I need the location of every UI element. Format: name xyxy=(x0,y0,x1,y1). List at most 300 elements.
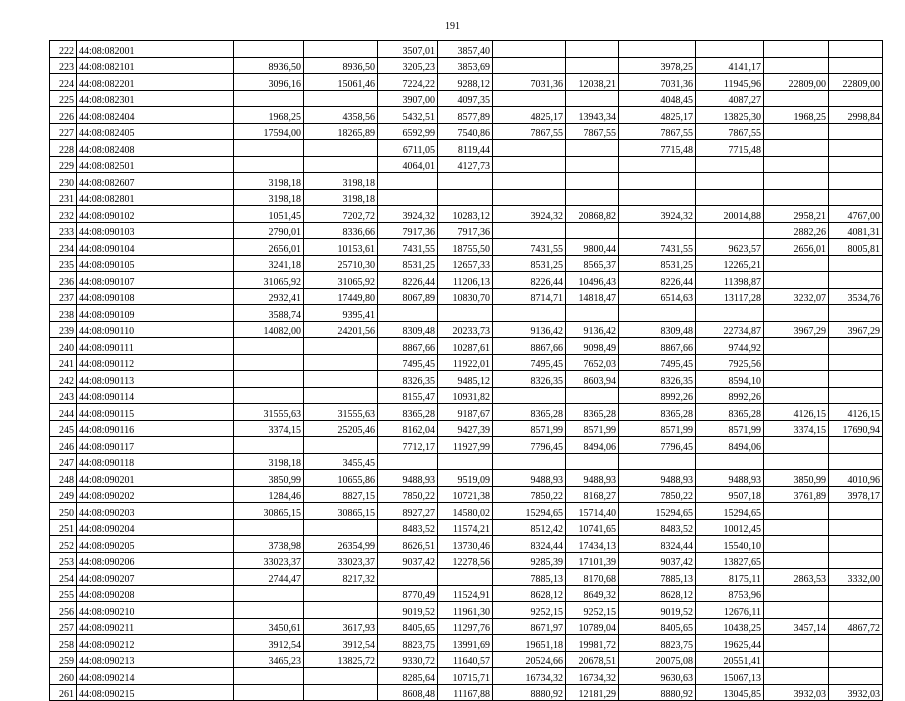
value-cell: 11640,57 xyxy=(438,651,493,668)
value-cell: 8365,28 xyxy=(493,404,566,421)
value-cell: 8827,15 xyxy=(304,486,378,503)
value-cell: 20233,73 xyxy=(438,321,493,338)
cadastral-code-cell: 44:08:090205 xyxy=(77,536,234,553)
value-cell: 7031,36 xyxy=(493,74,566,91)
value-cell xyxy=(304,140,378,157)
value-cell: 8608,48 xyxy=(378,684,438,701)
value-cell: 17690,94 xyxy=(829,420,883,437)
row-number-cell: 261 xyxy=(50,684,77,701)
value-cell: 8483,52 xyxy=(619,519,696,536)
value-cell: 8326,35 xyxy=(619,371,696,388)
value-cell: 8175,11 xyxy=(696,569,764,586)
value-cell xyxy=(234,41,304,58)
table-row xyxy=(50,156,883,173)
value-cell: 19625,44 xyxy=(696,635,764,652)
value-cell xyxy=(378,173,438,190)
value-cell xyxy=(764,90,829,107)
table-row xyxy=(50,272,883,289)
value-cell: 8226,44 xyxy=(619,272,696,289)
row-number-cell: 233 xyxy=(50,222,77,239)
value-cell xyxy=(234,338,304,355)
row-number-cell: 222 xyxy=(50,41,77,58)
value-cell: 7031,36 xyxy=(619,74,696,91)
value-cell: 12181,29 xyxy=(566,684,619,701)
value-cell xyxy=(566,140,619,157)
value-cell: 17434,13 xyxy=(566,536,619,553)
value-cell: 8992,26 xyxy=(696,387,764,404)
value-cell: 7867,55 xyxy=(696,123,764,140)
row-number-cell: 236 xyxy=(50,272,77,289)
value-cell: 4767,00 xyxy=(829,206,883,223)
value-cell: 13943,34 xyxy=(566,107,619,124)
cadastral-code-cell: 44:08:090115 xyxy=(77,404,234,421)
value-cell: 19981,72 xyxy=(566,635,619,652)
cadastral-code-cell: 44:08:090201 xyxy=(77,470,234,487)
value-cell: 2882,26 xyxy=(764,222,829,239)
value-cell xyxy=(829,189,883,206)
value-cell xyxy=(829,519,883,536)
value-cell xyxy=(764,536,829,553)
value-cell: 8867,66 xyxy=(493,338,566,355)
value-cell: 7796,45 xyxy=(619,437,696,454)
value-cell xyxy=(829,536,883,553)
value-cell: 7495,45 xyxy=(619,354,696,371)
value-cell: 20524,66 xyxy=(493,651,566,668)
value-cell: 12676,11 xyxy=(696,602,764,619)
value-cell: 8494,06 xyxy=(696,437,764,454)
value-cell: 17449,80 xyxy=(304,288,378,305)
value-cell: 3924,32 xyxy=(493,206,566,223)
value-cell xyxy=(566,189,619,206)
value-cell: 2656,01 xyxy=(234,239,304,256)
cadastral-code-cell: 44:08:090105 xyxy=(77,255,234,272)
value-cell xyxy=(764,651,829,668)
value-cell: 2790,01 xyxy=(234,222,304,239)
value-cell xyxy=(493,140,566,157)
row-number-cell: 247 xyxy=(50,453,77,470)
value-cell xyxy=(493,156,566,173)
value-cell xyxy=(234,354,304,371)
value-cell: 10287,61 xyxy=(438,338,493,355)
value-cell: 3198,18 xyxy=(304,189,378,206)
value-cell xyxy=(566,90,619,107)
cadastral-code-cell: 44:08:090110 xyxy=(77,321,234,338)
table-row xyxy=(50,222,883,239)
value-cell: 3241,18 xyxy=(234,255,304,272)
table-row xyxy=(50,354,883,371)
table-row xyxy=(50,602,883,619)
value-cell: 3198,18 xyxy=(234,453,304,470)
value-cell: 8324,44 xyxy=(619,536,696,553)
table-row xyxy=(50,255,883,272)
value-cell xyxy=(619,305,696,322)
value-cell: 7885,13 xyxy=(619,569,696,586)
value-cell: 8531,25 xyxy=(378,255,438,272)
value-cell: 9507,18 xyxy=(696,486,764,503)
value-cell: 8326,35 xyxy=(493,371,566,388)
value-cell: 8671,97 xyxy=(493,618,566,635)
value-cell: 9488,93 xyxy=(566,470,619,487)
value-cell xyxy=(234,668,304,685)
cadastral-code-cell: 44:08:090103 xyxy=(77,222,234,239)
value-cell: 9519,09 xyxy=(438,470,493,487)
table-row xyxy=(50,437,883,454)
value-cell: 31555,63 xyxy=(304,404,378,421)
value-cell xyxy=(493,173,566,190)
value-cell xyxy=(304,602,378,619)
value-cell: 15294,65 xyxy=(619,503,696,520)
value-cell: 9252,15 xyxy=(493,602,566,619)
value-cell xyxy=(696,453,764,470)
value-cell: 8309,48 xyxy=(378,321,438,338)
value-cell: 8336,66 xyxy=(304,222,378,239)
value-cell: 13991,69 xyxy=(438,635,493,652)
value-cell: 9285,39 xyxy=(493,552,566,569)
value-cell: 33023,37 xyxy=(304,552,378,569)
value-cell: 3465,23 xyxy=(234,651,304,668)
value-cell: 9488,93 xyxy=(493,470,566,487)
value-cell xyxy=(619,189,696,206)
cadastral-code-cell: 44:08:090212 xyxy=(77,635,234,652)
value-cell xyxy=(764,305,829,322)
value-cell xyxy=(304,668,378,685)
value-cell: 11398,87 xyxy=(696,272,764,289)
value-cell: 31555,63 xyxy=(234,404,304,421)
value-cell: 31065,92 xyxy=(234,272,304,289)
value-cell xyxy=(566,305,619,322)
value-cell xyxy=(764,585,829,602)
value-cell xyxy=(234,371,304,388)
value-cell: 3924,32 xyxy=(619,206,696,223)
value-cell: 3967,29 xyxy=(829,321,883,338)
cadastral-code-cell: 44:08:090114 xyxy=(77,387,234,404)
value-cell xyxy=(304,371,378,388)
value-cell: 30865,15 xyxy=(234,503,304,520)
row-number-cell: 225 xyxy=(50,90,77,107)
value-cell xyxy=(696,189,764,206)
table-row xyxy=(50,57,883,74)
cadastral-code-cell: 44:08:090108 xyxy=(77,288,234,305)
value-cell: 8119,44 xyxy=(438,140,493,157)
value-cell xyxy=(764,140,829,157)
value-cell: 3588,74 xyxy=(234,305,304,322)
value-cell xyxy=(696,305,764,322)
value-cell: 1968,25 xyxy=(764,107,829,124)
value-cell xyxy=(304,519,378,536)
value-cell: 8571,99 xyxy=(566,420,619,437)
value-cell: 13825,30 xyxy=(696,107,764,124)
value-cell: 8628,12 xyxy=(493,585,566,602)
value-cell: 10438,25 xyxy=(696,618,764,635)
row-number-cell: 249 xyxy=(50,486,77,503)
value-cell: 3507,01 xyxy=(378,41,438,58)
value-cell: 14082,00 xyxy=(234,321,304,338)
value-cell xyxy=(829,156,883,173)
value-cell xyxy=(304,684,378,701)
value-cell xyxy=(619,41,696,58)
value-cell xyxy=(829,437,883,454)
value-cell: 20868,82 xyxy=(566,206,619,223)
value-cell xyxy=(764,453,829,470)
value-cell xyxy=(438,189,493,206)
value-cell xyxy=(493,189,566,206)
value-cell: 1968,25 xyxy=(234,107,304,124)
value-cell: 9136,42 xyxy=(566,321,619,338)
value-cell xyxy=(829,255,883,272)
value-cell xyxy=(764,354,829,371)
value-cell: 14580,02 xyxy=(438,503,493,520)
row-number-cell: 237 xyxy=(50,288,77,305)
value-cell: 4825,17 xyxy=(493,107,566,124)
value-cell: 9252,15 xyxy=(566,602,619,619)
value-cell: 20551,41 xyxy=(696,651,764,668)
value-cell: 6514,63 xyxy=(619,288,696,305)
value-cell: 9623,57 xyxy=(696,239,764,256)
cadastral-code-cell: 44:08:090107 xyxy=(77,272,234,289)
value-cell: 9330,72 xyxy=(378,651,438,668)
table-row xyxy=(50,321,883,338)
value-cell xyxy=(234,387,304,404)
value-cell: 8405,65 xyxy=(378,618,438,635)
table-row xyxy=(50,305,883,322)
value-cell xyxy=(619,222,696,239)
value-cell: 18265,89 xyxy=(304,123,378,140)
value-cell: 3205,23 xyxy=(378,57,438,74)
value-cell: 15294,65 xyxy=(696,503,764,520)
value-cell: 8512,42 xyxy=(493,519,566,536)
value-cell: 24201,56 xyxy=(304,321,378,338)
value-cell: 10283,12 xyxy=(438,206,493,223)
value-cell: 11574,21 xyxy=(438,519,493,536)
value-cell: 8226,44 xyxy=(378,272,438,289)
value-cell: 11927,99 xyxy=(438,437,493,454)
value-cell: 3096,16 xyxy=(234,74,304,91)
value-cell: 7224,22 xyxy=(378,74,438,91)
value-cell xyxy=(829,57,883,74)
row-number-cell: 241 xyxy=(50,354,77,371)
value-cell xyxy=(438,305,493,322)
row-number-cell: 224 xyxy=(50,74,77,91)
value-cell xyxy=(764,272,829,289)
value-cell xyxy=(696,173,764,190)
value-cell: 7867,55 xyxy=(619,123,696,140)
value-cell: 6711,05 xyxy=(378,140,438,157)
value-cell: 10655,86 xyxy=(304,470,378,487)
value-cell: 9098,49 xyxy=(566,338,619,355)
cadastral-code-cell: 44:08:090102 xyxy=(77,206,234,223)
value-cell xyxy=(829,635,883,652)
cadastral-code-cell: 44:08:090118 xyxy=(77,453,234,470)
value-cell: 8571,99 xyxy=(619,420,696,437)
value-cell xyxy=(829,140,883,157)
value-cell xyxy=(619,453,696,470)
row-number-cell: 250 xyxy=(50,503,77,520)
cadastral-code-cell: 44:08:082607 xyxy=(77,173,234,190)
table-row xyxy=(50,651,883,668)
value-cell: 9427,39 xyxy=(438,420,493,437)
value-cell: 13827,65 xyxy=(696,552,764,569)
value-cell: 8170,68 xyxy=(566,569,619,586)
value-cell: 8753,96 xyxy=(696,585,764,602)
value-cell: 11961,30 xyxy=(438,602,493,619)
value-cell: 6592,99 xyxy=(378,123,438,140)
value-cell: 4867,72 xyxy=(829,618,883,635)
value-cell: 7495,45 xyxy=(493,354,566,371)
value-cell: 9744,92 xyxy=(696,338,764,355)
cadastral-code-cell: 44:08:090113 xyxy=(77,371,234,388)
value-cell: 7431,55 xyxy=(378,239,438,256)
value-cell: 8324,44 xyxy=(493,536,566,553)
cadastral-code-cell: 44:08:082101 xyxy=(77,57,234,74)
value-cell: 10741,65 xyxy=(566,519,619,536)
value-cell: 11206,13 xyxy=(438,272,493,289)
value-cell: 7431,55 xyxy=(493,239,566,256)
value-cell xyxy=(764,41,829,58)
table-row xyxy=(50,420,883,437)
value-cell xyxy=(566,387,619,404)
value-cell: 8168,27 xyxy=(566,486,619,503)
value-cell xyxy=(829,585,883,602)
value-cell: 7867,55 xyxy=(493,123,566,140)
table-row xyxy=(50,635,883,652)
value-cell: 8326,35 xyxy=(378,371,438,388)
table-row xyxy=(50,486,883,503)
value-cell xyxy=(438,569,493,586)
value-cell: 8594,10 xyxy=(696,371,764,388)
value-cell: 9019,52 xyxy=(619,602,696,619)
value-cell: 3738,98 xyxy=(234,536,304,553)
value-cell xyxy=(619,173,696,190)
value-cell: 3850,99 xyxy=(234,470,304,487)
value-cell: 25205,46 xyxy=(304,420,378,437)
value-cell: 8565,37 xyxy=(566,255,619,272)
table-row xyxy=(50,470,883,487)
value-cell: 8285,64 xyxy=(378,668,438,685)
cadastral-code-cell: 44:08:082405 xyxy=(77,123,234,140)
cadastral-code-cell: 44:08:082408 xyxy=(77,140,234,157)
value-cell: 3932,03 xyxy=(764,684,829,701)
value-cell: 1051,45 xyxy=(234,206,304,223)
table-row xyxy=(50,74,883,91)
value-cell: 8770,49 xyxy=(378,585,438,602)
value-cell xyxy=(234,140,304,157)
table-row xyxy=(50,41,883,58)
value-cell: 8005,81 xyxy=(829,239,883,256)
value-cell: 7796,45 xyxy=(493,437,566,454)
value-cell: 17101,39 xyxy=(566,552,619,569)
value-cell: 33023,37 xyxy=(234,552,304,569)
value-cell xyxy=(493,57,566,74)
value-cell xyxy=(696,156,764,173)
value-cell: 8867,66 xyxy=(378,338,438,355)
value-cell xyxy=(566,41,619,58)
value-cell xyxy=(764,255,829,272)
value-cell: 15067,13 xyxy=(696,668,764,685)
value-cell xyxy=(304,41,378,58)
value-cell: 8162,04 xyxy=(378,420,438,437)
value-cell: 16734,32 xyxy=(566,668,619,685)
table-row xyxy=(50,288,883,305)
value-cell xyxy=(234,156,304,173)
value-cell: 12657,33 xyxy=(438,255,493,272)
value-cell: 9630,63 xyxy=(619,668,696,685)
value-cell: 8626,51 xyxy=(378,536,438,553)
value-cell: 11297,76 xyxy=(438,618,493,635)
value-cell xyxy=(764,503,829,520)
value-cell xyxy=(764,437,829,454)
cadastral-code-cell: 44:08:090117 xyxy=(77,437,234,454)
value-cell: 2863,53 xyxy=(764,569,829,586)
value-cell: 3978,17 xyxy=(829,486,883,503)
value-cell: 18755,50 xyxy=(438,239,493,256)
value-cell: 8603,94 xyxy=(566,371,619,388)
value-cell: 8531,25 xyxy=(619,255,696,272)
row-number-cell: 226 xyxy=(50,107,77,124)
value-cell: 7850,22 xyxy=(378,486,438,503)
cadastral-code-cell: 44:08:090204 xyxy=(77,519,234,536)
value-cell: 3455,45 xyxy=(304,453,378,470)
value-cell: 11167,88 xyxy=(438,684,493,701)
value-cell: 11524,91 xyxy=(438,585,493,602)
value-cell xyxy=(764,387,829,404)
value-cell: 10931,82 xyxy=(438,387,493,404)
value-cell: 3534,76 xyxy=(829,288,883,305)
cadastral-code-cell: 44:08:090109 xyxy=(77,305,234,322)
table-row xyxy=(50,668,883,685)
value-cell: 7652,03 xyxy=(566,354,619,371)
value-cell: 20678,51 xyxy=(566,651,619,668)
value-cell: 17594,00 xyxy=(234,123,304,140)
value-cell: 20014,88 xyxy=(696,206,764,223)
value-cell xyxy=(829,602,883,619)
value-cell: 8992,26 xyxy=(619,387,696,404)
cadastral-code-cell: 44:08:090112 xyxy=(77,354,234,371)
value-cell xyxy=(696,222,764,239)
value-cell: 2656,01 xyxy=(764,239,829,256)
value-cell xyxy=(619,156,696,173)
value-cell: 3907,00 xyxy=(378,90,438,107)
value-cell: 4127,73 xyxy=(438,156,493,173)
value-cell: 9187,67 xyxy=(438,404,493,421)
value-cell: 16734,32 xyxy=(493,668,566,685)
value-cell: 12265,21 xyxy=(696,255,764,272)
value-cell xyxy=(234,519,304,536)
value-cell xyxy=(493,453,566,470)
value-cell: 8531,25 xyxy=(493,255,566,272)
value-cell xyxy=(438,173,493,190)
row-number-cell: 229 xyxy=(50,156,77,173)
value-cell: 4097,35 xyxy=(438,90,493,107)
value-cell: 3374,15 xyxy=(764,420,829,437)
table-row xyxy=(50,90,883,107)
value-cell: 10012,45 xyxy=(696,519,764,536)
value-cell xyxy=(829,371,883,388)
value-cell: 8309,48 xyxy=(619,321,696,338)
value-cell xyxy=(493,222,566,239)
value-cell xyxy=(234,585,304,602)
value-cell: 20075,08 xyxy=(619,651,696,668)
row-number-cell: 258 xyxy=(50,635,77,652)
row-number-cell: 223 xyxy=(50,57,77,74)
value-cell: 19651,18 xyxy=(493,635,566,652)
value-cell: 8365,28 xyxy=(378,404,438,421)
value-cell: 25710,30 xyxy=(304,255,378,272)
value-cell xyxy=(764,552,829,569)
value-cell xyxy=(304,90,378,107)
value-cell: 8936,50 xyxy=(304,57,378,74)
table-row xyxy=(50,585,883,602)
value-cell xyxy=(234,90,304,107)
